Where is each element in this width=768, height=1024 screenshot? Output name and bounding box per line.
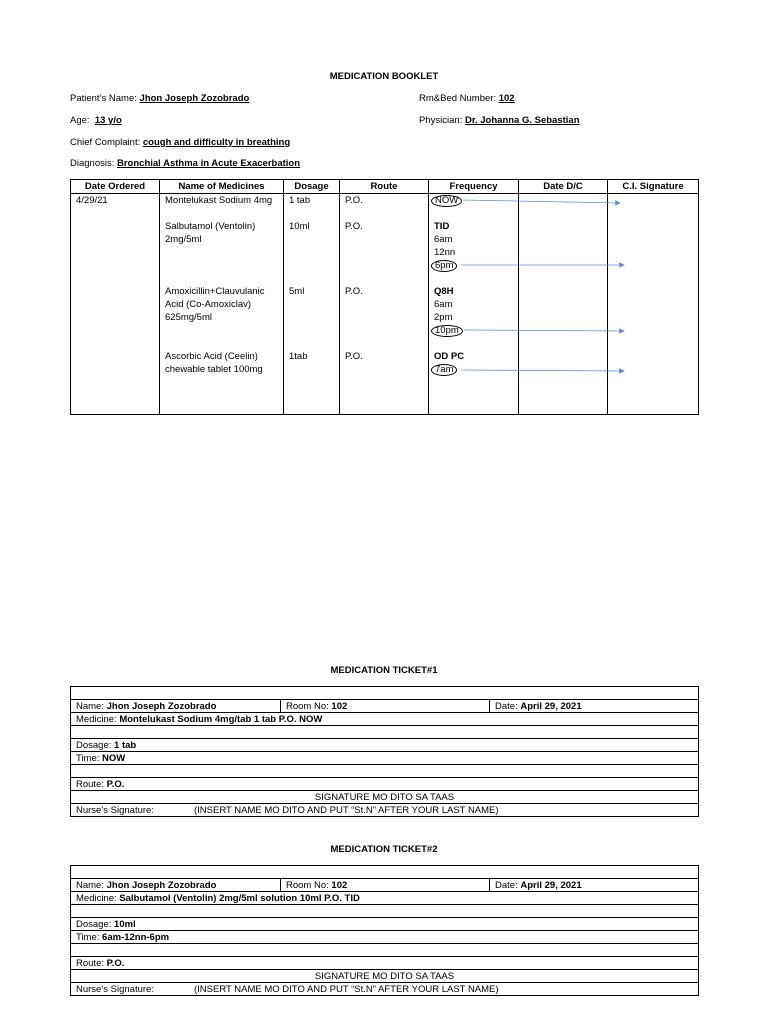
ticket-1-name-label: Name: [76, 700, 104, 712]
medicine-2-freq-title: TID [434, 221, 450, 232]
header-ci-signature: C.I. Signature [608, 180, 699, 194]
medication-booklet-table [70, 179, 699, 415]
table-header-row [71, 180, 699, 194]
age-line [70, 115, 122, 126]
ticket-1-date-label: Date: [495, 700, 518, 712]
ticket-2-date-label: Date: [495, 879, 518, 891]
medicine-4-freq-circled: 7am [431, 364, 457, 376]
ticket-2-room-value: 102 [331, 879, 348, 891]
medicine-2-route: P.O. [345, 221, 363, 232]
physician-line [419, 115, 580, 126]
medicine-4-route: P.O. [345, 351, 363, 362]
complaint-value: cough and difficulty in breathing [142, 137, 291, 148]
ticket-1-date-value: April 29, 2021 [520, 700, 582, 712]
physician-value: Dr. Johanna G. Sebastian [464, 115, 580, 126]
ticket-2-date-value: April 29, 2021 [520, 879, 582, 891]
patient-name-value: Jhon Joseph Zozobrado [139, 93, 250, 104]
ticket-1-dosage-value: 1 tab [114, 739, 137, 751]
medicine-2-name-line-2: 2mg/5ml [165, 234, 202, 245]
medicine-2-name-line-1: Salbutamol (Ventolin) [165, 221, 256, 232]
medicine-4-name-line-2: chewable tablet 100mg [165, 364, 263, 375]
medicine-name-cell [160, 194, 284, 415]
ticket-2-room-label: Room No: [286, 879, 329, 891]
medicine-3-route: P.O. [345, 286, 363, 297]
ticket-2-route-value: P.O. [106, 957, 125, 969]
medicine-3-freq-title: Q8H [434, 286, 454, 297]
date-ordered-cell [71, 194, 160, 415]
room-number-value: 102 [498, 93, 515, 104]
medicine-3-name-line-3: 625mg/5ml [165, 312, 212, 323]
ticket-1-nurse-value: (INSERT NAME MO DITO AND PUT “St.N” AFTER YOUR LAST NAME) [193, 804, 499, 816]
ticket-2-title: MEDICATION TICKET#2 [330, 844, 438, 855]
ticket-1-header-row [71, 700, 699, 713]
ticket-2-route-label: Route: [76, 957, 104, 969]
medicine-3-freq-time-2: 2pm [434, 312, 453, 323]
header-medicine-name: Name of Medicines [160, 180, 284, 194]
age-label: Age: [70, 115, 90, 126]
ticket-2-medicine-label: Medicine: [76, 892, 117, 904]
patient-name-line [70, 93, 249, 104]
age-value: 13 y/o [94, 115, 122, 126]
ticket-2-time-label: Time: [76, 931, 100, 943]
ticket-2-name-label: Name: [76, 879, 104, 891]
medicine-3-name-line-2: Acid (Co-Amoxiclav) [165, 299, 252, 310]
medicine-1-dosage: 1 tab [289, 195, 311, 206]
medicine-2-freq-time-2: 12nn [434, 247, 456, 258]
ticket-1-time-label: Time: [76, 752, 100, 764]
ticket-2-dosage-label: Dosage: [76, 918, 112, 930]
medicine-4-freq-title: OD PC [434, 351, 465, 362]
ticket-1-route-value: P.O. [106, 778, 125, 790]
ticket-1-medicine-label: Medicine: [76, 713, 117, 725]
ticket-1-room-value: 102 [331, 700, 348, 712]
ticket-2-nurse-value: (INSERT NAME MO DITO AND PUT “St.N” AFTER YOUR LAST NAME) [193, 983, 499, 995]
ticket-1-dosage-label: Dosage: [76, 739, 112, 751]
booklet-title: MEDICATION BOOKLET [329, 71, 439, 82]
ticket-2-nurse-label: Nurse’s Signature: [76, 983, 154, 995]
ticket-2-dosage-value: 10ml [114, 918, 136, 930]
ticket-1-signature-note: SIGNATURE MO DITO SA TAAS [71, 791, 699, 804]
medicine-3-dosage: 5ml [289, 286, 305, 297]
ticket-2-signature-note: SIGNATURE MO DITO SA TAAS [71, 970, 699, 983]
header-frequency: Frequency [429, 180, 519, 194]
medicine-1-name: Montelukast Sodium 4mg [165, 195, 273, 206]
date-ordered-value: 4/29/21 [76, 195, 108, 206]
frequency-cell [429, 194, 519, 415]
route-cell [340, 194, 429, 415]
complaint-line [70, 137, 290, 148]
ticket-2-medicine-value: Salbutamol (Ventolin) 2mg/5ml solution 10ml P.O. TID [119, 892, 360, 904]
header-date-dc: Date D/C [519, 180, 608, 194]
ticket-1-title: MEDICATION TICKET#1 [330, 665, 438, 676]
medicine-2-freq-circled: 6pm [431, 260, 457, 272]
medicine-4-dosage: 1tab [289, 351, 308, 362]
ci-signature-cell [608, 194, 699, 415]
medicine-2-dosage: 10ml [289, 221, 310, 232]
date-dc-cell [519, 194, 608, 415]
room-number-label: Rm&Bed Number: [419, 93, 497, 104]
ticket-1-medicine-value: Montelukast Sodium 4mg/tab 1 tab P.O. NOW [119, 713, 323, 725]
medicine-3-name-line-1: Amoxicillin+Clauvulanic [165, 286, 265, 297]
header-date-ordered: Date Ordered [71, 180, 160, 194]
diagnosis-line [70, 158, 300, 169]
medicine-3-freq-time-1: 6am [434, 299, 453, 310]
ticket-2-header-row [71, 879, 699, 892]
medication-ticket-2 [70, 865, 699, 996]
physician-label: Physician: [419, 115, 463, 126]
medicine-3-freq-circled: 10pm [431, 325, 463, 337]
ticket-1-room-label: Room No: [286, 700, 329, 712]
table-row [71, 194, 699, 415]
ticket-1-name-value: Jhon Joseph Zozobrado [106, 700, 217, 712]
diagnosis-label: Diagnosis: [70, 158, 115, 169]
room-number-line [419, 93, 515, 104]
medicine-1-freq-circled: NOW [431, 195, 462, 207]
medicine-1-route: P.O. [345, 195, 363, 206]
ticket-1-time-value: NOW [102, 752, 126, 764]
complaint-label: Chief Complaint: [70, 137, 141, 148]
dosage-cell [284, 194, 340, 415]
patient-name-label: Patient’s Name: [70, 93, 137, 104]
header-dosage: Dosage [284, 180, 340, 194]
ticket-2-time-value: 6am-12nn-6pm [102, 931, 170, 943]
medication-ticket-1 [70, 686, 699, 817]
ticket-2-name-value: Jhon Joseph Zozobrado [106, 879, 217, 891]
ticket-1-nurse-label: Nurse’s Signature: [76, 804, 154, 816]
medicine-2-freq-time-1: 6am [434, 234, 453, 245]
header-route: Route [340, 180, 429, 194]
diagnosis-value: Bronchial Asthma in Acute Exacerbation [117, 158, 301, 169]
ticket-1-route-label: Route: [76, 778, 104, 790]
medicine-4-name-line-1: Ascorbic Acid (Ceelin) [165, 351, 258, 362]
